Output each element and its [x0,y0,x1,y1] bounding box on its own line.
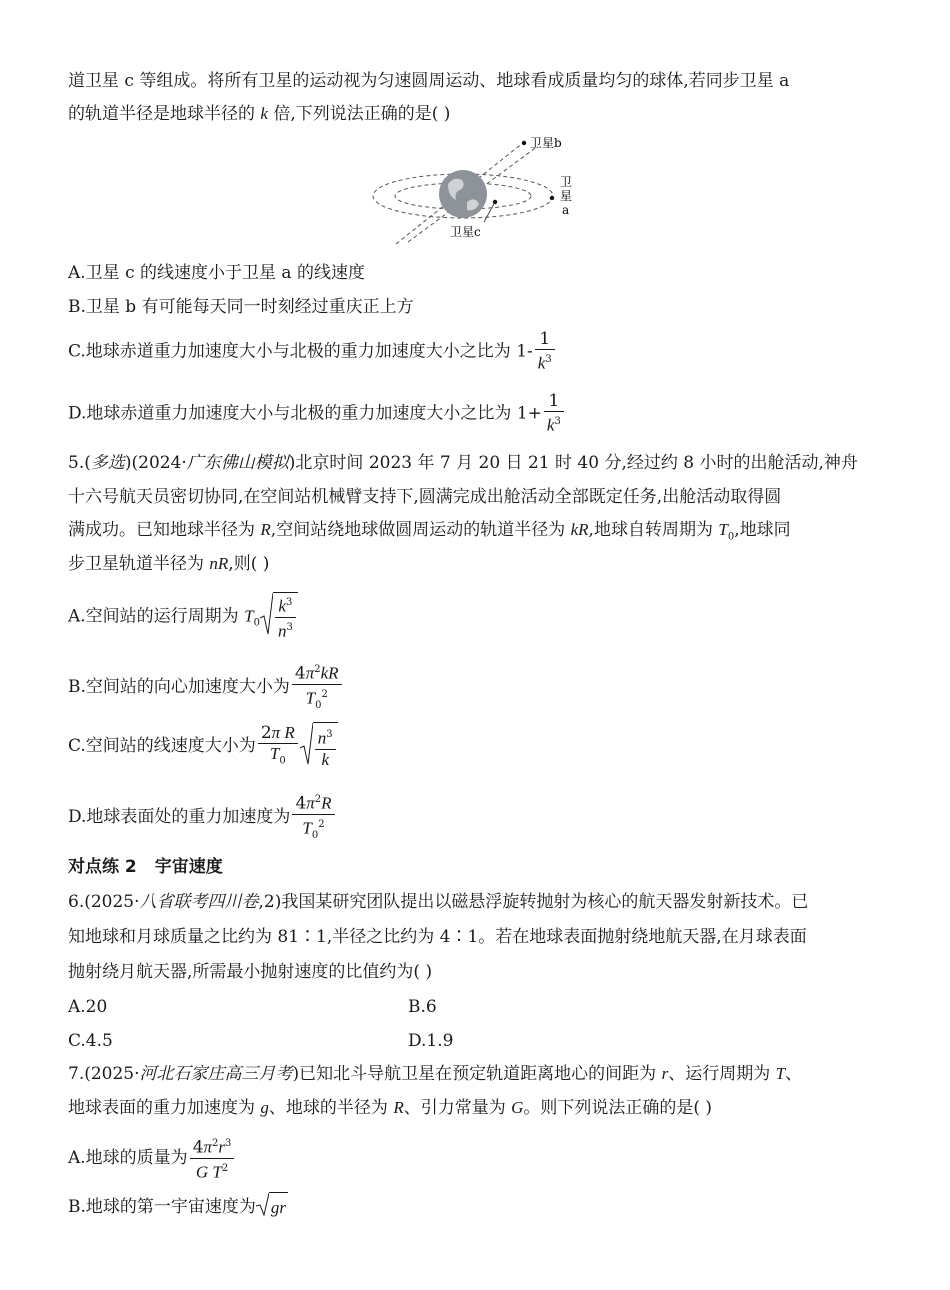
intro-text: 的轨道半径是地球半径的 [68,104,261,124]
earth-icon [439,170,487,218]
q5-num: 5.( [68,453,91,473]
frac-den: G $T^2$ [195,1162,229,1182]
t: ,空间站绕地球做圆周运动的轨道半径为 [270,520,571,540]
q6-line-3: 抛射绕月航天器,所需最小抛射速度的比值约为( ) [68,962,433,982]
var-g: g [260,1098,269,1117]
q6-option-a: A.20 [68,997,108,1017]
q5-line-4 [68,553,269,575]
t: 、引力常量为 [403,1098,512,1118]
section-number: 对点练 2 [68,857,137,877]
var-T: T [718,520,728,539]
q5-option-d [68,790,337,845]
q6-option-b: B.6 [408,997,437,1017]
t: 、地球的半径为 [268,1098,394,1118]
q6-num: 6.(2025· [68,892,140,912]
q5-line-3 [68,519,791,548]
q7-a-text: A.地球的质量为 [68,1148,188,1168]
t: 满成功。已知地球半径为 [68,520,261,540]
fraction-4pi2kR-T02 [292,660,342,715]
subscript-0: 0 [727,531,735,543]
q7-b-text: B.地球的第一宇宙速度为 [68,1197,256,1217]
t: 、 [785,1064,803,1084]
q7-option-b [68,1192,288,1223]
q4-option-a: A.卫星 c 的线速度小于卫星 a 的线速度 [68,263,365,283]
q6-text: ,2)我国某研究团队提出以磁悬浮旋转抛射为核心的航天器发射新技术。已 [258,892,809,912]
q5-text: )北京时间 2023 年 7 月 20 日 21 时 40 分,经过约 8 小时的出舱活动,神舟 [288,453,858,473]
q4-option-b: B.卫星 b 有可能每天同一时刻经过重庆正上方 [68,297,414,317]
radicand [273,592,298,642]
fraction-1-over-k3 [535,330,555,374]
q6-line-1 [68,891,808,913]
fraction [275,593,296,641]
radical-icon [260,592,273,636]
q5-line-2: 十六号航天员密切协同,在空间站机械臂支持下,圆满完成出舱活动全部既定任务,出舱活动取得圆 [68,487,782,507]
satellite-b-dot [522,141,526,145]
frac-den: k [321,749,329,769]
frac-den [544,412,564,436]
exponent: 3 [545,354,552,365]
frac-den [535,350,555,374]
fraction-2piR-T0 [258,723,298,770]
t: ,则( ) [228,554,270,574]
t: ,地球自转周期为 [588,520,719,540]
q6-source: 八省联考四川卷 [139,892,259,912]
q4-d-text: D.地球赤道重力加速度大小与北极的重力加速度大小之比为 1+ [68,403,542,424]
frac-num: $k^3$ [275,593,296,618]
var-nR: nR [209,554,229,573]
var-G: G [511,1098,524,1117]
var-R: R [393,1098,404,1117]
frac-num: 1 [544,392,564,412]
fraction [315,725,336,770]
intro-line-2 [68,103,450,125]
frac-num: $4\pi^2R$ [292,790,334,815]
t: 地球表面的重力加速度为 [68,1098,261,1118]
q5-source: 广东佛山模拟 [186,453,289,473]
q7-line-1 [68,1063,802,1085]
var-k: k [537,353,546,373]
sqrt-gr [256,1192,288,1223]
q5-option-c [68,722,338,771]
frac-den: $n^3$ [277,621,293,641]
q5-b-text: B.空间站的向心加速度大小为 [68,676,290,697]
radicand-gr: gr [269,1192,288,1223]
section-title: 宇宙速度 [154,857,223,877]
q5-d-text: D.地球表面处的重力加速度为 [68,806,291,827]
satellite-orbit-figure [368,132,608,252]
frac-num: 1 [535,330,555,350]
frac-num: 2π R [258,723,298,744]
sqrt-n3-k [300,722,338,771]
frac-num: $4\pi^2kR$ [292,660,342,685]
intro-text-end: 倍,下列说法正确的是( ) [267,104,451,124]
q7-num: 7.(2025· [68,1064,140,1084]
q6-option-c: C.4.5 [68,1031,113,1051]
var-R: R [260,520,271,539]
var-r: r [661,1064,669,1083]
var-k: k [546,415,555,435]
fraction-1-over-k3 [544,392,564,436]
sqrt-k3-n3 [260,592,298,642]
satellite-a-dot [550,196,554,200]
frac-num: $n^3$ [315,725,336,750]
var-kR: kR [570,520,589,539]
q5-option-b [68,660,344,715]
t: 。则下列说法正确的是( ) [523,1098,713,1118]
t: 步卫星轨道半径为 [68,554,210,574]
q6-option-d: D.1.9 [408,1031,454,1051]
q5-option-a [68,592,298,648]
q4-option-c [68,330,557,374]
t: 、运行周期为 [668,1064,776,1084]
section-heading [68,856,223,878]
q5-year: )(2024· [124,453,187,473]
fraction-4pi2R-T02 [292,790,334,845]
frac-num: $4\pi^2r^3$ [190,1134,235,1159]
t: )已知北斗导航卫星在预定轨道距离地心的间距为 [292,1064,662,1084]
q7-source: 河北石家庄高三月考 [139,1064,293,1084]
fraction-4pi2r3-GT2 [190,1134,235,1182]
radicand [313,722,338,771]
label-c-leader [484,202,495,222]
intro-line-1: 道卫星 c 等组成。将所有卫星的运动视为匀速圆周运动、地球看成质量均匀的球体,若同步卫星 a [68,71,790,91]
radical-icon [300,722,313,766]
frac-den: $T_0^2$ [305,688,328,711]
frac-den: $T_0^2$ [302,818,325,841]
q5-c-text: C.空间站的线速度大小为 [68,736,256,756]
radical-icon [256,1192,269,1216]
label-satellite-b: 卫星b [530,136,562,150]
frac-den: $T_0$ [269,743,286,767]
t: ,地球同 [734,520,791,540]
q7-option-a [68,1134,236,1183]
subscript-0: 0 [253,617,260,629]
q5-line-1 [68,452,858,474]
label-satellite-c: 卫星c [450,225,481,239]
q5-tag: 多选 [90,453,125,473]
q4-c-text: C.地球赤道重力加速度大小与北极的重力加速度大小之比为 1- [68,341,533,362]
var-T: T [775,1064,786,1083]
q6-line-2: 知地球和月球质量之比约为 81∶1,半径之比约为 4∶1。若在地球表面抛射绕地航天器,在月球表面 [68,927,807,947]
exponent: 3 [554,416,561,427]
label-satellite-a-3: a [562,203,570,217]
q5-a-text: A.空间站的运行周期为 [68,606,245,627]
q4-option-d [68,392,566,436]
q7-line-2 [68,1097,712,1119]
var-k: k [260,104,268,123]
var-T0: T [244,606,254,626]
label-satellite-a-2: 星 [560,189,573,203]
label-satellite-a-1: 卫 [560,175,573,189]
